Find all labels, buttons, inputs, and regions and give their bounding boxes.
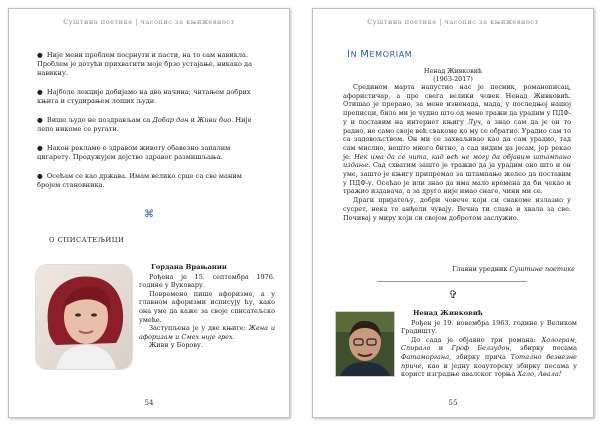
author-name: Ненад Живковић [413, 309, 483, 317]
bullet-icon: ● [37, 51, 43, 59]
bullet-icon: ● [37, 116, 43, 124]
tribute-paragraph: Драги пријатељу, добри човече који си свакомe излазио у сусрет, нека те анђели чувају. Вечна ти слава и хвала за све. Почивај у миру који си својом добротом заслужио. [343, 196, 571, 222]
page-number: 55 [448, 398, 458, 407]
bio-paragraph: Заступљена је у две књиге: Жена и афоризам и Смех није грех. [139, 324, 276, 341]
bullet-icon: ● [37, 172, 43, 180]
deceased-name: Ненад Живковић [423, 67, 483, 75]
author-photo [35, 264, 133, 370]
running-head: Суштина поетике | часопис за књижевност [367, 18, 539, 26]
aphorism-item: ● Није мени проблем посрнути и пасти, на то сам навикла. Проблем је дотући прихватити моје брзо устајање, никако да навикну. [37, 51, 253, 77]
running-head: Суштина поетике | часопис за књижевност [63, 18, 235, 26]
aphorism-item: ● Осећам се као држава. Имам велико срце са све маним бројем становника. [37, 172, 242, 189]
author-photo [335, 311, 395, 377]
portrait-image [36, 265, 132, 369]
deceased-header [313, 67, 593, 83]
section-heading: О СПИСАТЕЉИЦИ [49, 236, 125, 244]
tribute-text [343, 83, 571, 222]
bullet-icon: ● [37, 144, 43, 152]
bio-paragraph: До сада је објавио три романа: Холограм, Спирало и Гроф Белзудон, збирку песама Фатаморгана, збирку прича Тотално безвезне приче, као и једну коауторску збирку песама у корист изградње авалског торња Хало, Авала! [401, 335, 577, 379]
author-name: Гордана Врањанин [151, 263, 227, 271]
page-number: 54 [144, 398, 154, 407]
author-bio [401, 309, 577, 379]
bio-paragraph: Живи у Борову. [149, 341, 203, 350]
bio-paragraph: Повремено пише афоризме, а у главном афоризми исписују ћу, како она уме да каже за своје списатељско умеће. [139, 289, 275, 324]
bullet-icon: ● [37, 88, 43, 96]
ornament-icon: ⌘ [144, 209, 154, 220]
right-page [312, 8, 594, 418]
cross-icon: ✞ [448, 288, 458, 301]
editor-signature: Главни уредник Суштине поетике [452, 265, 575, 273]
bio-paragraph: Рођен је 19. новембра 1963. године у Великом Градишту. [401, 318, 577, 336]
aphorism-list [37, 51, 263, 200]
tribute-paragraph: Средином марта напустио нас је песник, романописац, афористичар, а пре свега велики човек Ненад Живковић. Отишао је прерано, за мене изненада, мада, у последњој нашој преписци, било ми је чудно што од мене тражи да урадим у ПДФ-у и поставим на интернет књигу Луч, а знао сам да је он то радио, не само своје већ свакоме ко му се обратио. Урадио сам то са задовољством. Он ми се захваљивао као да сам урадио, тад сам мислио, нешто много битно, а сад видим да јесам, јер рекао је: Нек има да се чита, кад већ не могу да објавим штампано издање. Сад схватим зашто је тражио да ја урадим оно што и он уме, зашто је књигу припремао за штампање желео да поставим у ПДФ-у. Осећао је или знао да има мало времена да би чекао и тражио издавача, а за друго није имао снаге, чини ми се. [343, 83, 571, 196]
portrait-image [336, 312, 394, 376]
aphorism-item: ● Након рекламе о здравом животу обавезно запалим цигарету. Продужујем дејство здравог размишљања. [37, 144, 231, 161]
bio-paragraph: Рођена је 15. септембра 1976. године у Вуковару. [139, 272, 275, 290]
aphorism-item: ● Више људе не поздрављам са Добар дан и Живи био. Није лепо никоме се ругати. [37, 116, 252, 133]
divider [377, 281, 527, 282]
aphorism-item: ● Најболе лекције добијамо на два начина; читањем добрих књига и студирањем лоших људи. [37, 88, 251, 105]
section-title: IN MEMORIAM [347, 49, 413, 60]
deceased-years: (1963-2017) [433, 75, 473, 83]
author-bio [139, 263, 275, 350]
left-page [8, 8, 290, 418]
